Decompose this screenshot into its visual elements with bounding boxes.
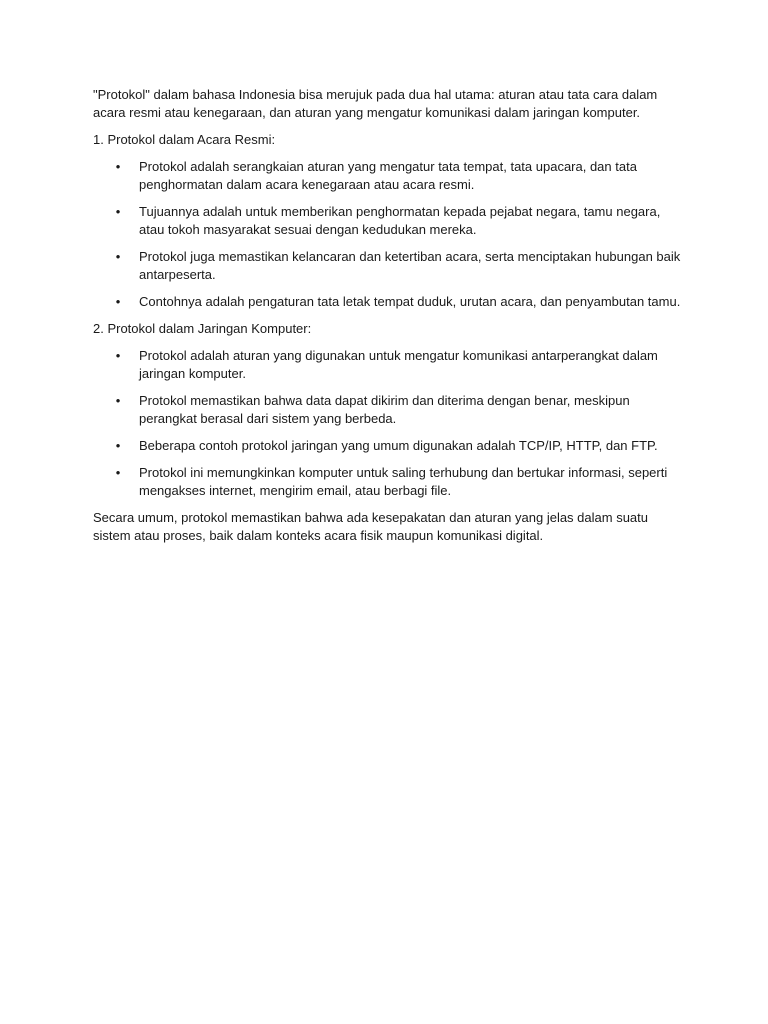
list-item [93, 347, 683, 383]
list-item [93, 437, 683, 455]
document-page [93, 86, 683, 554]
bullet-icon: • [115, 204, 121, 219]
bullet-text: Protokol ini memungkinkan komputer untuk saling terhubung dan bertukar informasi, seperti mengakses internet, mengirim email, atau berbagi file. [139, 465, 668, 498]
bullet-icon: • [115, 294, 121, 309]
bullet-icon: • [115, 393, 121, 408]
bullet-text: Tujuannya adalah untuk memberikan penghormatan kepada pejabat negara, tamu negara, atau tokoh masyarakat sesuai dengan kedudukan mereka. [139, 204, 661, 237]
list-item [93, 392, 683, 428]
bullet-text: Protokol adalah serangkaian aturan yang mengatur tata tempat, tata upacara, dan tata penghormatan dalam acara kenegaraan atau acara resmi. [139, 159, 637, 192]
conclusion-paragraph: Secara umum, protokol memastikan bahwa ada kesepakatan dan aturan yang jelas dalam suatu sistem atau proses, baik dalam konteks acara fisik maupun komunikasi digital. [93, 510, 648, 543]
list-item [93, 203, 683, 239]
bullet-text: Protokol juga memastikan kelancaran dan ketertiban acara, serta menciptakan hubungan baik antarpeserta. [139, 249, 681, 282]
bullet-text: Contohnya adalah pengaturan tata letak tempat duduk, urutan acara, dan penyambutan tamu. [139, 294, 681, 309]
bullet-icon: • [115, 438, 121, 453]
bullet-text: Beberapa contoh protokol jaringan yang umum digunakan adalah TCP/IP, HTTP, dan FTP. [139, 438, 658, 453]
section-2-bullet-list [93, 347, 683, 500]
intro-paragraph: "Protokol" dalam bahasa Indonesia bisa merujuk pada dua hal utama: aturan atau tata cara dalam acara resmi atau kenegaraan, dan aturan yang mengatur komunikasi dalam jaringan komputer. [93, 87, 658, 120]
list-item [93, 293, 683, 311]
section-2-heading: 2. Protokol dalam Jaringan Komputer: [93, 321, 312, 336]
list-item [93, 248, 683, 284]
bullet-icon: • [115, 348, 121, 363]
bullet-icon: • [115, 249, 121, 264]
section-1-bullet-list [93, 158, 683, 311]
bullet-icon: • [115, 465, 121, 480]
list-item [93, 464, 683, 500]
list-item [93, 158, 683, 194]
bullet-icon: • [115, 159, 121, 174]
bullet-text: Protokol adalah aturan yang digunakan untuk mengatur komunikasi antarperangkat dalam jaringan komputer. [139, 348, 658, 381]
bullet-text: Protokol memastikan bahwa data dapat dikirim dan diterima dengan benar, meskipun perangkat berasal dari sistem yang berbeda. [139, 393, 630, 426]
section-1-heading: 1. Protokol dalam Acara Resmi: [93, 132, 276, 147]
